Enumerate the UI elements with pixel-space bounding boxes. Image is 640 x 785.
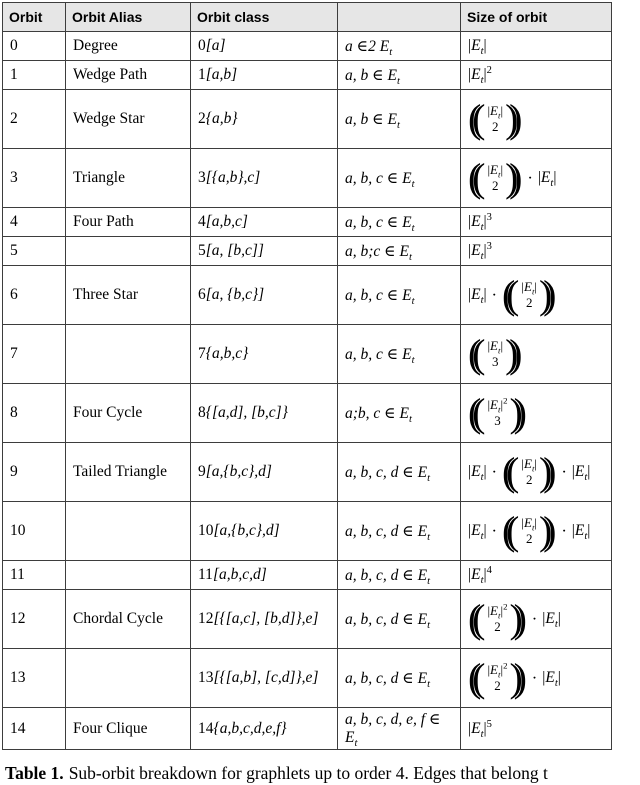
edge-set-symbol: $|E_t|$	[487, 338, 504, 356]
column-header: Size of orbit	[461, 3, 612, 32]
edge-set-symbol: $|E_t|$	[468, 37, 487, 58]
cell-membership: a, b, c, d, e, f ∈ $E_t$	[338, 708, 461, 750]
edge-set-symbol: $|E_t|^2$	[487, 660, 508, 680]
binomial-bottom: 2	[492, 118, 499, 134]
binomial-top	[521, 279, 537, 297]
cell-size-of-orbit	[461, 237, 612, 266]
edge-set-symbol: $|E_t|$	[521, 515, 537, 533]
double-left-paren: ((	[468, 96, 477, 141]
cell-orbit: 13	[3, 649, 66, 708]
cell-orbit-class: 7{a,b,c}	[191, 325, 338, 384]
cell-size-of-orbit	[461, 90, 612, 149]
multiset-coefficient	[468, 331, 523, 376]
table-row	[3, 325, 612, 384]
edge-set-symbol: $|E_t|^2$	[487, 395, 508, 415]
multiset-coefficient	[468, 390, 527, 435]
cell-orbit-class: 11[a,b,c,d]	[191, 561, 338, 590]
multiplication-dot: ⋅	[531, 669, 538, 687]
binomial-stack	[519, 516, 539, 546]
binomial-stack	[485, 163, 505, 193]
cell-orbit: 5	[3, 237, 66, 266]
cell-membership: a, b, c, d ∈ $E_t$	[338, 502, 461, 561]
table-row	[3, 32, 612, 61]
cell-orbit-alias: Wedge Star	[66, 90, 191, 149]
edge-set-symbol: $|E_t|$	[537, 169, 557, 190]
cell-orbit: 14	[3, 708, 66, 750]
cell-orbit-class: 13[{[a,b], [c,d]},e]	[191, 649, 338, 708]
cell-size-of-orbit	[461, 32, 612, 61]
cell-membership: a ∈2 $E_t$	[338, 32, 461, 61]
cell-size-of-orbit	[461, 208, 612, 237]
edge-set-symbol: $E_t$	[417, 463, 431, 484]
cell-orbit-alias	[66, 237, 191, 266]
binomial-bottom: 3	[492, 353, 499, 369]
cell-size-of-orbit	[461, 266, 612, 325]
binomial-stack	[485, 601, 509, 634]
cell-orbit-alias	[66, 561, 191, 590]
cell-size-of-orbit	[461, 561, 612, 590]
cell-orbit-alias: Four Clique	[66, 708, 191, 750]
cell-orbit-class: 14{a,b,c,d,e,f}	[191, 708, 338, 750]
cell-membership: a, b, c, d ∈ $E_t$	[338, 443, 461, 502]
edge-set-symbol: $E_t$	[345, 729, 358, 750]
cell-size-of-orbit	[461, 325, 612, 384]
cell-orbit-alias: Chordal Cycle	[66, 590, 191, 649]
multiset-coefficient	[468, 96, 523, 141]
multiset-coefficient	[468, 155, 523, 200]
size-formula	[468, 596, 604, 641]
cell-orbit-class: 9[a,{b,c},d]	[191, 443, 338, 502]
multiplication-dot: ⋅	[491, 286, 497, 304]
size-formula	[468, 96, 604, 141]
cell-size-of-orbit	[461, 384, 612, 443]
edge-set-symbol: $E_t$	[402, 345, 415, 366]
orbit-table	[2, 2, 612, 750]
cell-membership: a, b, c, d ∈ $E_t$	[338, 590, 461, 649]
cell-orbit-alias: Three Star	[66, 266, 191, 325]
double-left-paren: ((	[468, 390, 477, 435]
binomial-stack	[519, 457, 539, 487]
table-row	[3, 443, 612, 502]
size-formula	[468, 508, 604, 553]
multiplication-dot: ⋅	[561, 463, 567, 481]
cell-orbit: 9	[3, 443, 66, 502]
binomial-bottom: 2	[494, 677, 501, 693]
cell-orbit-class: 5[a, [b,c]]	[191, 237, 338, 266]
edge-set-symbol: $|E_t|$	[487, 103, 504, 121]
edge-set-symbol: $E_t$	[402, 286, 415, 307]
cell-orbit-alias: Four Cycle	[66, 384, 191, 443]
double-right-paren: ))	[505, 331, 514, 376]
binomial-bottom: 2	[492, 177, 499, 193]
double-left-paren: ((	[501, 272, 511, 317]
edge-set-symbol: $E_t$	[417, 522, 431, 543]
table-row	[3, 590, 612, 649]
table-caption	[5, 763, 640, 785]
table-row	[3, 61, 612, 90]
cell-orbit-alias: Wedge Path	[66, 61, 191, 90]
binomial-top	[487, 660, 508, 680]
double-right-paren: ))	[539, 272, 548, 317]
cell-orbit: 3	[3, 149, 66, 208]
cell-membership: a, b, c, d ∈ $E_t$	[338, 649, 461, 708]
double-left-paren: ((	[468, 655, 477, 700]
cell-size-of-orbit	[461, 649, 612, 708]
table-row	[3, 708, 612, 750]
size-formula	[468, 155, 604, 200]
double-right-paren: ))	[509, 390, 518, 435]
edge-set-symbol: $E_t$	[417, 566, 431, 587]
edge-set-symbol: $|E_t|$	[468, 286, 487, 307]
cell-membership: a;b, c ∈ $E_t$	[338, 384, 461, 443]
cell-size-of-orbit	[461, 61, 612, 90]
table-row	[3, 90, 612, 149]
cell-size-of-orbit	[461, 149, 612, 208]
cell-orbit: 11	[3, 561, 66, 590]
cell-orbit-alias: Triangle	[66, 149, 191, 208]
cell-orbit-class: 10[a,{b,c},d]	[191, 502, 338, 561]
size-formula	[468, 37, 604, 58]
table-row	[3, 208, 612, 237]
multiplication-dot: ⋅	[531, 610, 538, 628]
column-header	[338, 3, 461, 32]
size-formula	[468, 240, 604, 263]
table-row	[3, 502, 612, 561]
table-header-row	[3, 3, 612, 32]
double-right-paren: ))	[509, 655, 518, 700]
binomial-stack	[485, 395, 509, 428]
table-row	[3, 237, 612, 266]
table-row	[3, 149, 612, 208]
size-formula	[468, 211, 604, 234]
cell-orbit: 8	[3, 384, 66, 443]
multiplication-dot: ⋅	[491, 463, 497, 481]
edge-set-symbol: $E_t$	[399, 404, 412, 425]
edge-set-symbol: $|E_t|$	[468, 522, 487, 543]
size-formula	[468, 449, 604, 494]
binomial-stack	[519, 280, 539, 310]
edge-set-symbol: $|E_t|$	[468, 463, 487, 484]
double-right-paren: ))	[539, 508, 548, 553]
binomial-top	[487, 103, 504, 121]
double-left-paren: ((	[468, 155, 477, 200]
cell-orbit-class: 6[a, {b,c}]	[191, 266, 338, 325]
size-formula	[468, 331, 604, 376]
binomial-bottom: 2	[525, 471, 533, 487]
edge-set-symbol: $E_t$	[387, 66, 400, 87]
edge-set-symbol: $|E_t|$	[521, 279, 537, 297]
cell-orbit-class: 12[{[a,c], [b,d]},e]	[191, 590, 338, 649]
size-formula	[468, 390, 604, 435]
edge-set-symbol: $E_t$	[387, 110, 400, 131]
edge-set-symbol: $|E_t|^2$	[468, 64, 492, 87]
cell-orbit-class: 3[{a,b},c]	[191, 149, 338, 208]
cell-orbit-class: 0[a]	[191, 32, 338, 61]
edge-set-symbol: $|E_t|$	[542, 610, 561, 631]
binomial-bottom: 2	[494, 618, 501, 634]
edge-set-symbol: $E_t$	[417, 669, 431, 690]
binomial-bottom: 2	[525, 294, 533, 310]
cell-membership: a, b ∈ $E_t$	[338, 90, 461, 149]
double-left-paren: ((	[468, 596, 477, 641]
cell-orbit: 10	[3, 502, 66, 561]
cell-size-of-orbit	[461, 590, 612, 649]
edge-set-symbol: $|E_t|$	[571, 463, 591, 484]
double-left-paren: ((	[501, 449, 511, 494]
multiplication-dot: ⋅	[527, 169, 533, 187]
edge-set-symbol: $|E_t|^2$	[487, 601, 508, 621]
cell-orbit: 1	[3, 61, 66, 90]
double-right-paren: ))	[539, 449, 548, 494]
cell-membership: a, b ∈ $E_t$	[338, 61, 461, 90]
double-left-paren: ((	[501, 508, 511, 553]
cell-orbit-class: 1[a,b]	[191, 61, 338, 90]
size-formula	[468, 272, 604, 317]
cell-orbit-alias	[66, 649, 191, 708]
edge-set-symbol: $|E_t|$	[487, 162, 504, 180]
edge-set-symbol: $|E_t|^3$	[468, 211, 492, 234]
table-row	[3, 561, 612, 590]
cell-orbit-alias	[66, 502, 191, 561]
edge-set-symbol: $|E_t|^4$	[468, 564, 492, 587]
cell-orbit-alias	[66, 325, 191, 384]
edge-set-symbol: $|E_t|$	[542, 669, 561, 690]
table-row	[3, 649, 612, 708]
binomial-top	[521, 456, 537, 474]
cell-membership: a, b, c ∈ $E_t$	[338, 266, 461, 325]
binomial-stack	[485, 660, 509, 693]
cell-membership: a, b, c ∈ $E_t$	[338, 325, 461, 384]
edge-set-symbol: $|E_t|^5$	[468, 718, 492, 740]
cell-orbit: 12	[3, 590, 66, 649]
cell-size-of-orbit	[461, 708, 612, 750]
multiplication-dot: ⋅	[491, 522, 497, 540]
size-formula	[468, 564, 604, 587]
cell-orbit-alias: Tailed Triangle	[66, 443, 191, 502]
cell-size-of-orbit	[461, 443, 612, 502]
cell-size-of-orbit	[461, 502, 612, 561]
double-right-paren: ))	[509, 596, 518, 641]
double-left-paren: ((	[468, 331, 477, 376]
cell-orbit-class: 2{a,b}	[191, 90, 338, 149]
column-header: Orbit class	[191, 3, 338, 32]
edge-set-symbol: $|E_t|$	[521, 456, 537, 474]
multiset-coefficient	[501, 272, 557, 317]
cell-orbit: 4	[3, 208, 66, 237]
edge-set-symbol: $E_t$	[402, 169, 415, 190]
binomial-top	[487, 338, 504, 356]
column-header: Orbit	[3, 3, 66, 32]
cell-orbit-alias: Four Path	[66, 208, 191, 237]
table-row	[3, 384, 612, 443]
binomial-top	[487, 395, 508, 415]
binomial-bottom: 3	[494, 412, 501, 428]
cell-orbit-alias: Degree	[66, 32, 191, 61]
cell-orbit: 2	[3, 90, 66, 149]
size-formula	[468, 64, 604, 87]
edge-set-symbol: $|E_t|^3$	[468, 240, 492, 263]
binomial-top	[487, 601, 508, 621]
binomial-top	[487, 162, 504, 180]
double-right-paren: ))	[505, 155, 514, 200]
edge-set-symbol: $E_t$	[399, 242, 412, 263]
edge-set-symbol: $E_t$	[402, 213, 415, 234]
size-formula	[468, 655, 604, 700]
cell-orbit: 0	[3, 32, 66, 61]
table-row	[3, 266, 612, 325]
binomial-stack	[485, 104, 505, 134]
cell-orbit: 6	[3, 266, 66, 325]
cell-orbit-class: 8{[a,d], [b,c]}	[191, 384, 338, 443]
column-header: Orbit Alias	[66, 3, 191, 32]
binomial-bottom: 2	[525, 530, 533, 546]
edge-set-symbol: $E_t$	[379, 37, 393, 58]
multiplication-dot: ⋅	[561, 522, 567, 540]
multiset-coefficient	[501, 449, 557, 494]
multiset-coefficient	[501, 508, 557, 553]
cell-orbit-class: 4[a,b,c]	[191, 208, 338, 237]
cell-membership: a, b, c, d ∈ $E_t$	[338, 561, 461, 590]
multiset-coefficient	[468, 596, 527, 641]
caption-label: Table 1.	[5, 763, 64, 783]
binomial-stack	[485, 339, 505, 369]
binomial-top	[521, 515, 537, 533]
edge-set-symbol: $E_t$	[417, 610, 431, 631]
cell-membership: a, b;c ∈ $E_t$	[338, 237, 461, 266]
cell-membership: a, b, c ∈ $E_t$	[338, 149, 461, 208]
cell-membership: a, b, c ∈ $E_t$	[338, 208, 461, 237]
double-right-paren: ))	[505, 96, 514, 141]
caption-text: Sub-orbit breakdown for graphlets up to order 4. Edges that belong t	[68, 763, 548, 783]
multiset-coefficient	[468, 655, 527, 700]
edge-set-symbol: $|E_t|$	[571, 522, 591, 543]
cell-orbit: 7	[3, 325, 66, 384]
size-formula	[468, 720, 604, 738]
